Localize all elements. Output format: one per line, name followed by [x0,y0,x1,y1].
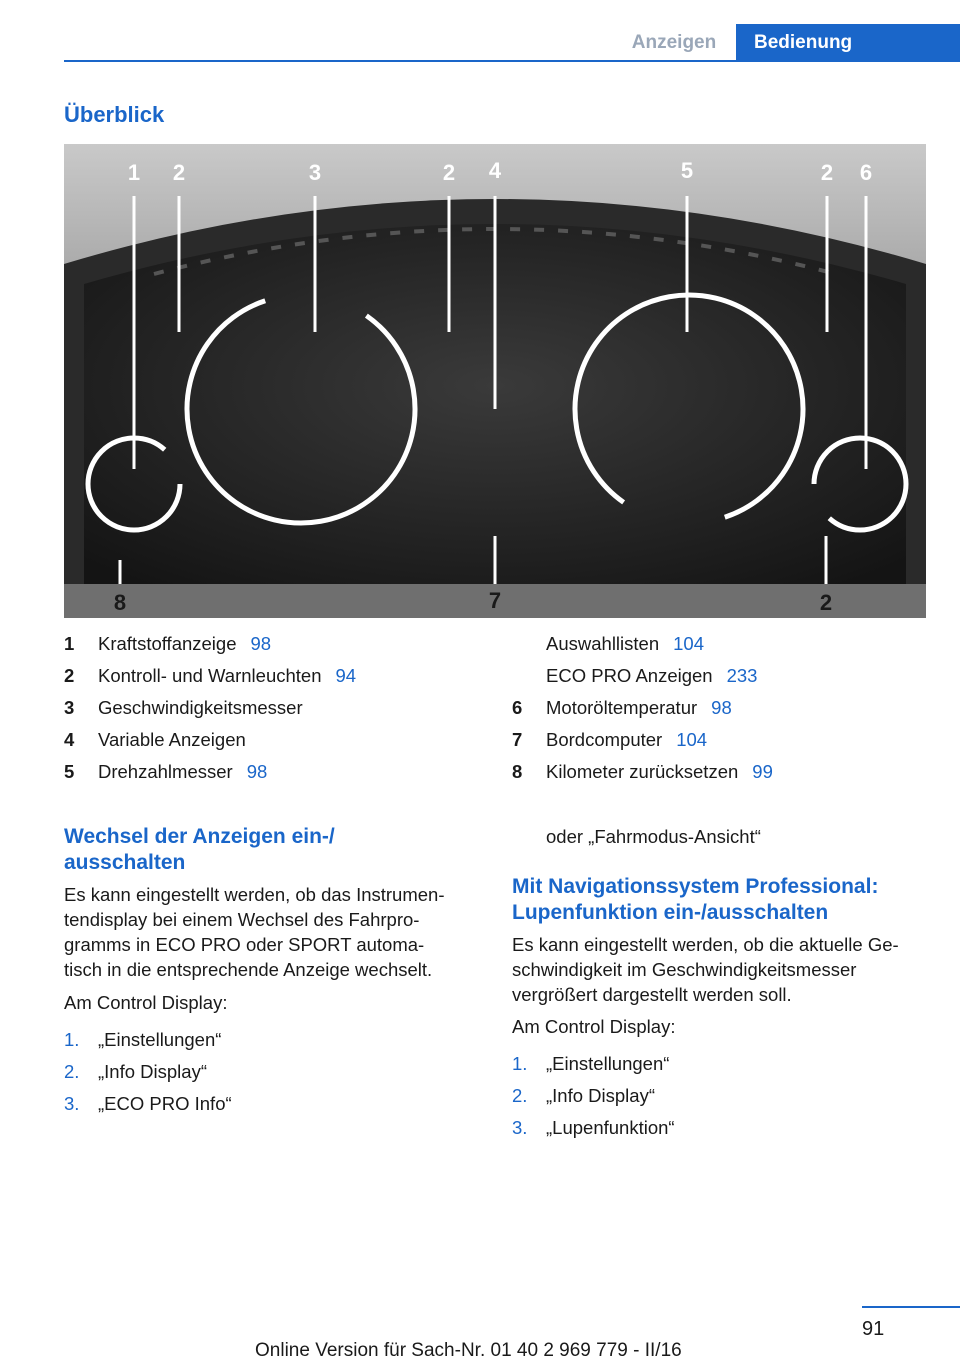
text-line: schwindigkeit im Geschwindigkeitsmesser [512,959,857,980]
legend-right [512,628,773,788]
step-num: 3. [64,1093,80,1114]
callout-2c: 2 [820,160,834,185]
step-item [512,1048,675,1080]
step-text: „Lupenfunktion“ [546,1117,675,1138]
legend-item [64,628,356,660]
paragraph-lupenfunktion [512,932,899,1007]
legend-num: 5 [64,761,75,782]
legend-num: 7 [512,729,523,750]
page-ref-link[interactable]: 94 [335,665,357,686]
step-item [64,1024,232,1056]
callout-8: 8 [113,590,127,615]
page-ref-link[interactable]: 99 [752,761,773,782]
paragraph-wechsel [64,882,445,982]
heading-line: ausschalten [64,851,186,874]
cluster-illustration [64,144,926,618]
footer-version-text: Online Version für Sach-Nr. 01 40 2 969 779 - II/16 [255,1340,682,1361]
legend-label: Kraftstoffanzeige [98,633,237,654]
heading-wechsel [64,824,335,876]
legend-item [512,724,773,756]
callout-5: 5 [680,158,694,183]
legend-num [512,660,546,692]
legend-label: ECO PRO Anzeigen [546,665,713,686]
header-rule [64,60,960,62]
step-text: „Einstellungen“ [546,1053,670,1074]
heading-lupenfunktion [512,874,878,926]
footer-rule [862,1306,960,1308]
page-ref-link[interactable]: 98 [246,761,268,782]
tab-anzeigen[interactable]: Anzeigen [631,32,717,53]
section-title-ueberblick: Überblick [64,102,165,127]
legend-label: Geschwindigkeitsmesser [98,697,303,718]
step-num: 3. [512,1117,528,1138]
steps-wechsel [64,1024,232,1120]
tab-bedienung[interactable]: Bedienung [736,24,960,62]
legend-num: 6 [512,697,523,718]
callout-2d: 2 [819,590,833,615]
callout-3: 3 [308,160,322,185]
legend-item [512,692,773,724]
legend-item [64,724,356,756]
text-line: Es kann eingestellt werden, ob die aktuelle Ge‐ [512,934,899,955]
legend-label: Variable Anzeigen [98,729,246,750]
page-ref-link[interactable]: 104 [673,633,704,654]
callout-2b: 2 [442,160,456,185]
step-text: „Info Display“ [546,1085,655,1106]
page-ref-link[interactable]: 98 [250,633,272,654]
legend-label: Motoröltemperatur [546,697,698,718]
heading-line: Mit Navigationssystem Professional: [512,875,879,898]
legend-label: Kilometer zurücksetzen [546,761,739,782]
legend-num: 1 [64,633,75,654]
step-num: 2. [64,1061,80,1082]
legend-item [512,756,773,788]
legend-num: 4 [64,729,75,750]
callout-7: 7 [488,588,502,613]
legend-label: Drehzahlmesser [98,761,233,782]
legend-item [64,660,356,692]
page-number: 91 [862,1318,885,1340]
legend-item [512,628,773,660]
control-display-label: Am Control Display: [512,1016,676,1037]
callout-1: 1 [127,160,141,185]
legend-num [512,628,546,660]
step-num: 1. [512,1053,528,1074]
page-ref-link[interactable]: 233 [726,665,758,686]
page-ref-link[interactable]: 104 [676,729,708,750]
callout-4: 4 [488,158,502,183]
control-display-label: Am Control Display: [64,992,228,1013]
legend-item [64,756,356,788]
step-item [64,1056,232,1088]
legend-num: 2 [64,665,75,686]
heading-line: Wechsel der Anzeigen ein-/ [64,825,335,848]
steps-lupenfunktion [512,1048,675,1144]
step-text: „Info Display“ [98,1061,207,1082]
step-item [512,1112,675,1144]
legend-item [512,660,773,692]
heading-line: Lupenfunktion ein-/ausschalten [512,901,829,924]
legend-num: 8 [512,761,523,782]
step-text: „ECO PRO Info“ [98,1093,232,1114]
step-num: 2. [512,1085,528,1106]
legend-left [64,628,356,788]
legend-num: 3 [64,697,75,718]
continuation-text: oder „Fahrmodus-Ansicht“ [546,826,761,847]
text-line: tendisplay bei einem Wechsel des Fahrpro‐ [64,909,420,930]
legend-label: Bordcomputer [546,729,663,750]
step-item [64,1088,232,1120]
instrument-cluster-figure [64,144,926,618]
step-text: „Einstellungen“ [98,1029,222,1050]
legend-label: Auswahllisten [546,633,660,654]
step-num: 1. [64,1029,80,1050]
legend-label: Kontroll- und Warnleuchten [98,665,322,686]
step-item [512,1080,675,1112]
text-line: tisch in die entsprechende Anzeige wechselt. [64,959,433,980]
text-line: vergrößert dargestellt werden soll. [512,984,792,1005]
callout-2a: 2 [172,160,186,185]
page-ref-link[interactable]: 98 [711,697,732,718]
legend-item [64,692,356,724]
text-line: gramms in ECO PRO oder SPORT automa‐ [64,934,425,955]
callout-6: 6 [859,160,873,185]
text-line: Es kann eingestellt werden, ob das Instrumen‐ [64,884,445,905]
